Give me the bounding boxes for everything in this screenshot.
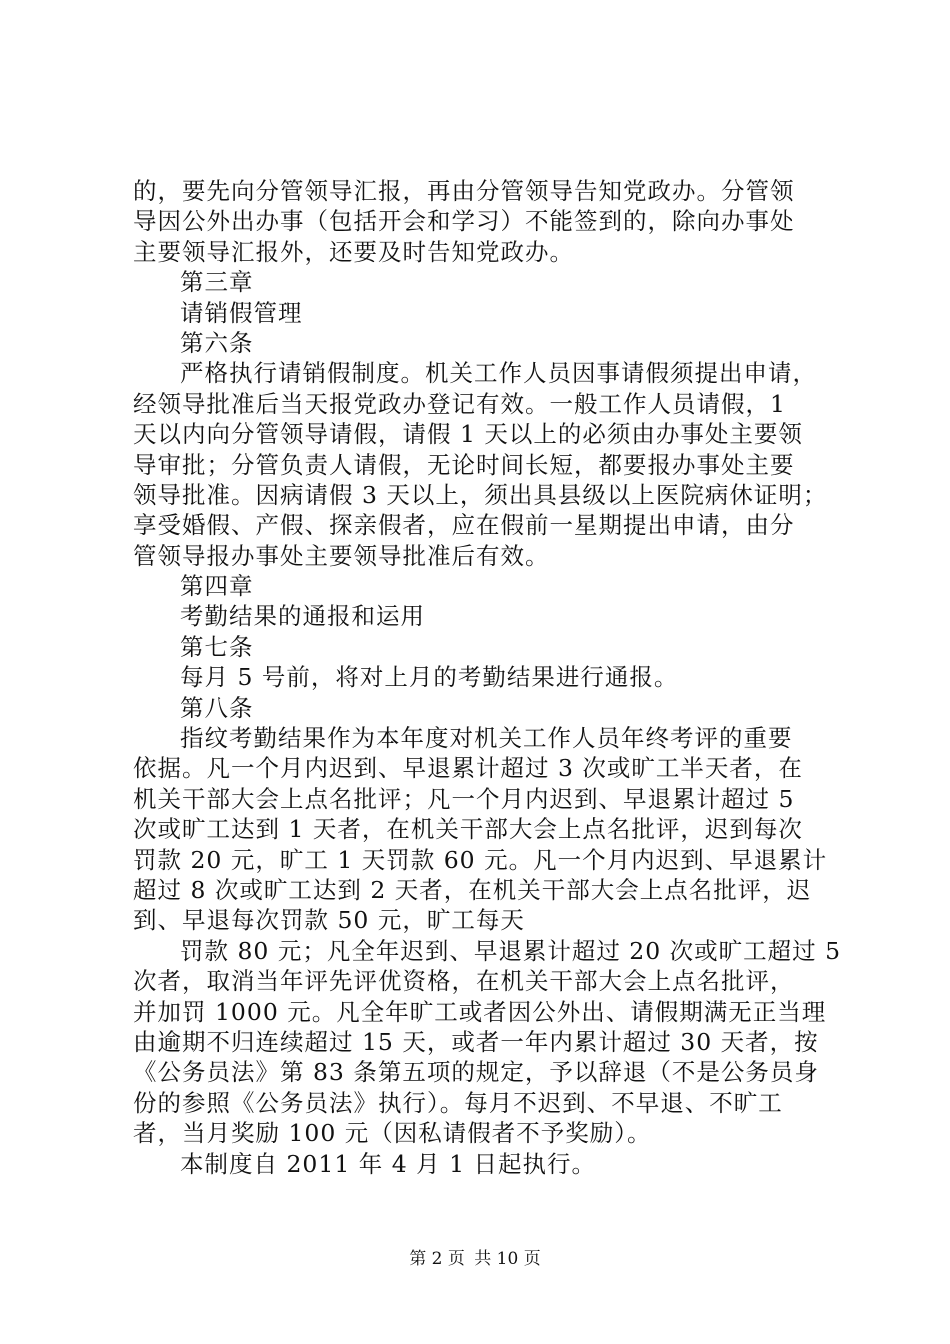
- text-line: 第六条: [180, 328, 254, 357]
- text-line: 导因公外出办事（包括开会和学习）不能签到的，除向办事处: [133, 207, 795, 236]
- text-line: 由逾期不归连续超过 15 天，或者一年内累计超过 30 天者，按: [133, 1027, 819, 1056]
- text-line: 份的参照《公务员法》执行）。每月不迟到、不早退、不旷工: [133, 1088, 783, 1117]
- text-line: 管领导报办事处主要领导批准后有效。: [133, 541, 550, 570]
- text-line: 天以内向分管领导请假，请假 1 天以上的必须由办事处主要领: [133, 420, 803, 449]
- text-line: 第四章: [180, 572, 254, 601]
- text-line: 第七条: [180, 632, 254, 661]
- text-line: 享受婚假、产假、探亲假者，应在假前一星期提出申请，由分: [133, 511, 795, 540]
- text-line: 第三章: [180, 268, 254, 297]
- text-line: 次者，取消当年评先评优资格，在机关干部大会上点名批评，: [133, 967, 795, 996]
- text-line: 到、早退每次罚款 50 元，旷工每天: [133, 906, 525, 935]
- text-line: 机关干部大会上点名批评；凡一个月内迟到、早退累计超过 5: [133, 784, 795, 813]
- text-line: 并加罚 1000 元。凡全年旷工或者因公外出、请假期满无正当理: [133, 997, 827, 1026]
- text-line: 考勤结果的通报和运用: [180, 602, 425, 631]
- text-line: 严格执行请销假制度。机关工作人员因事请假须提出申请，: [180, 359, 817, 388]
- text-line: 主要领导汇报外，还要及时告知党政办。: [133, 237, 574, 266]
- text-line: 的，要先向分管领导汇报，再由分管领导告知党政办。分管领: [133, 177, 795, 205]
- text-line: 每月 5 号前，将对上月的考勤结果进行通报。: [180, 663, 679, 692]
- text-line: 指纹考勤结果作为本年度对机关工作人员年终考评的重要: [180, 724, 793, 753]
- text-line: 罚款 20 元，旷工 1 天罚款 60 元。凡一个月内迟到、早退累计: [133, 845, 828, 874]
- text-line: 导审批；分管负责人请假，无论时间长短，都要报办事处主要: [133, 450, 795, 479]
- text-line: 请销假管理: [180, 298, 303, 327]
- text-line: 经领导批准后当天报党政办登记有效。一般工作人员请假，1: [133, 389, 786, 418]
- text-line: 第八条: [180, 693, 254, 722]
- text-line: 罚款 80 元；凡全年迟到、早退累计超过 20 次或旷工超过 5: [180, 936, 842, 965]
- page-footer: [0, 1244, 950, 1269]
- text-line: 依据。凡一个月内迟到、早退累计超过 3 次或旷工半天者，在: [133, 754, 803, 783]
- document-body: [133, 176, 842, 1179]
- page-number: 第 2 页: [409, 1249, 465, 1269]
- page-total: 共 10 页: [474, 1249, 541, 1269]
- text-line: 本制度自 2011 年 4 月 1 日起执行。: [180, 1149, 597, 1178]
- text-line: 者，当月奖励 100 元（因私请假者不予奖励）。: [133, 1119, 652, 1148]
- text-line: 领导批准。因病请假 3 天以上，须出具县级以上医院病休证明；: [133, 480, 828, 509]
- text-line: 超过 8 次或旷工达到 2 天者，在机关干部大会上点名批评，迟: [133, 875, 812, 904]
- text-line: 《公务员法》第 83 条第五项的规定，予以辞退（不是公务员身: [133, 1058, 819, 1087]
- text-line: 次或旷工达到 1 天者，在机关干部大会上点名批评，迟到每次: [133, 815, 803, 844]
